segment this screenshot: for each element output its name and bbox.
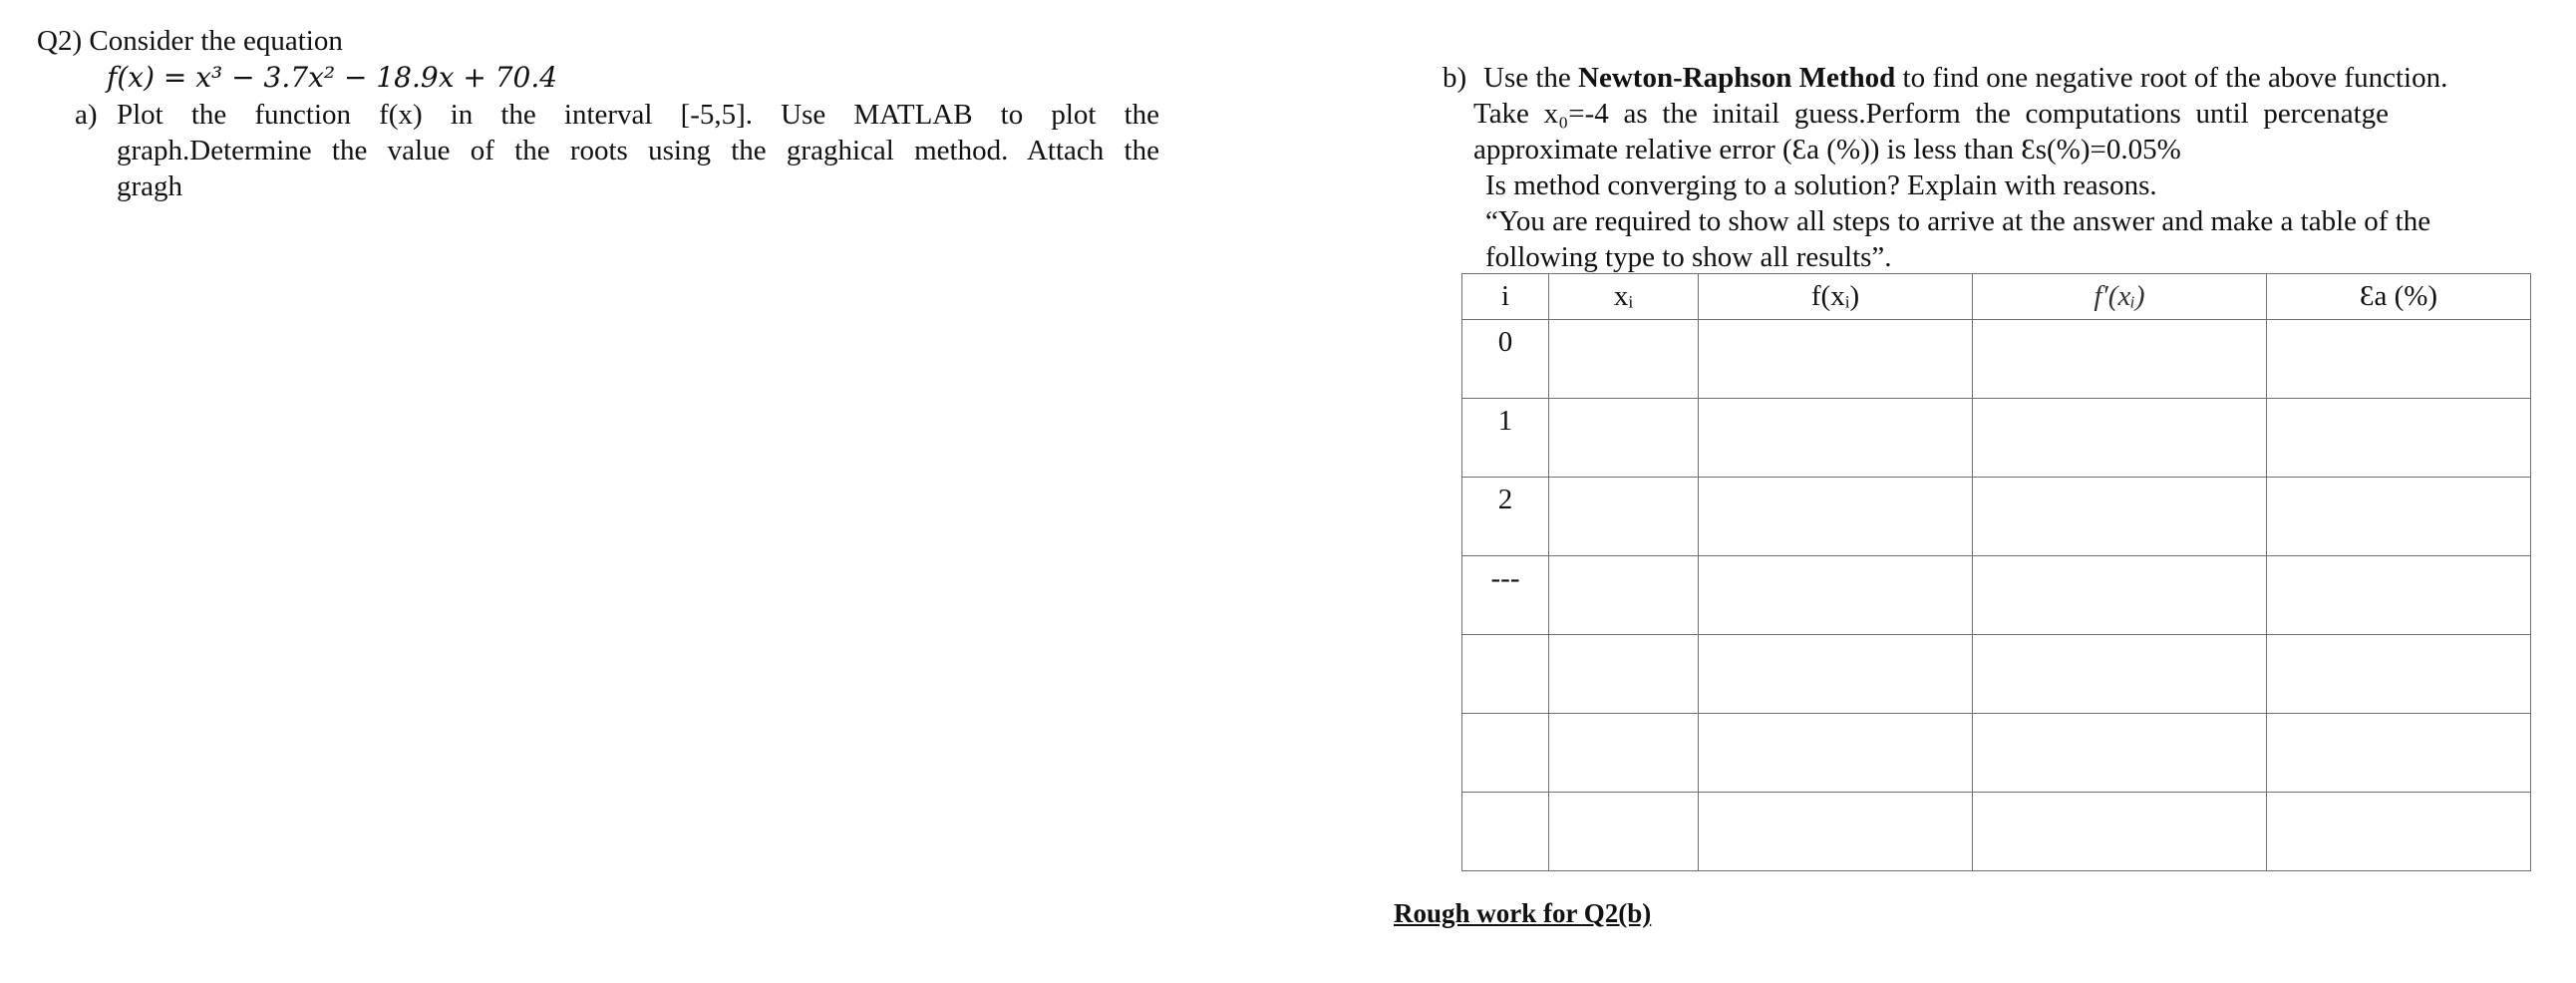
cell-xi bbox=[1549, 635, 1699, 714]
cell-fprime bbox=[1973, 714, 2267, 793]
cell-xi bbox=[1549, 556, 1699, 635]
results-table bbox=[1461, 273, 2531, 871]
cell-fprime bbox=[1973, 556, 2267, 635]
table-row bbox=[1462, 635, 2531, 714]
cell-ea bbox=[2267, 714, 2531, 793]
part-a-line-2: graph.Determine the value of the roots using the graghical method. Attach the bbox=[117, 135, 1159, 166]
part-b-line-5: “You are required to show all steps to arrive at the answer and make a table of the bbox=[1485, 205, 2431, 237]
part-a-line-3: gragh bbox=[117, 170, 183, 202]
header-xi: xᵢ bbox=[1549, 274, 1699, 320]
table-row bbox=[1462, 556, 2531, 635]
cell-fxi bbox=[1699, 714, 1973, 793]
table-row bbox=[1462, 793, 2531, 871]
cell-ea bbox=[2267, 793, 2531, 871]
part-a-line-1: Plot the function f(x) in the interval [-5,5]. Use MATLAB to plot the bbox=[117, 99, 1159, 131]
cell-fprime bbox=[1973, 399, 2267, 478]
row-index bbox=[1462, 635, 1549, 714]
row-index: 2 bbox=[1462, 478, 1549, 556]
part-b-line-6: following type to show all results”. bbox=[1485, 241, 1892, 273]
question-heading: Q2) Consider the equation bbox=[37, 25, 343, 57]
cell-fxi bbox=[1699, 399, 1973, 478]
row-index bbox=[1462, 793, 1549, 871]
table-row bbox=[1462, 320, 2531, 399]
cell-fprime bbox=[1973, 478, 2267, 556]
cell-fprime bbox=[1973, 635, 2267, 714]
part-b-line-4: Is method converging to a solution? Explain with reasons. bbox=[1485, 169, 2157, 201]
cell-fprime bbox=[1973, 793, 2267, 871]
cell-ea bbox=[2267, 399, 2531, 478]
cell-fxi bbox=[1699, 793, 1973, 871]
cell-fxi bbox=[1699, 320, 1973, 399]
row-index: 0 bbox=[1462, 320, 1549, 399]
row-index bbox=[1462, 714, 1549, 793]
cell-ea bbox=[2267, 556, 2531, 635]
table-row bbox=[1462, 399, 2531, 478]
part-b-line-2-wrap bbox=[1473, 96, 2389, 132]
part-b-label: b) bbox=[1443, 62, 1467, 94]
header-fxi: f(xᵢ) bbox=[1699, 274, 1973, 320]
part-b-line-1-pre: Use the bbox=[1483, 62, 1571, 94]
header-i: i bbox=[1462, 274, 1549, 320]
method-name: Newton-Raphson Method bbox=[1578, 62, 1896, 94]
row-index: --- bbox=[1462, 556, 1549, 635]
cell-xi bbox=[1549, 793, 1699, 871]
part-b-line-3: approximate relative error (Ɛa (%)) is less than Ɛs(%)=0.05% bbox=[1473, 134, 2181, 165]
part-b-line-2: Take x₀=-4 as the initail guess.Perform the computations until percenatge bbox=[1473, 98, 2389, 130]
cell-fprime bbox=[1973, 320, 2267, 399]
header-ea: Ɛa (%) bbox=[2267, 274, 2531, 320]
cell-xi bbox=[1549, 714, 1699, 793]
cell-ea bbox=[2267, 478, 2531, 556]
part-a-text bbox=[117, 97, 1159, 204]
cell-ea bbox=[2267, 635, 2531, 714]
cell-fxi bbox=[1699, 556, 1973, 635]
table-row bbox=[1462, 714, 2531, 793]
part-b-line-1 bbox=[1483, 60, 2447, 96]
part-a-label: a) bbox=[75, 99, 98, 131]
table-row bbox=[1462, 478, 2531, 556]
cell-xi bbox=[1549, 399, 1699, 478]
cell-ea bbox=[2267, 320, 2531, 399]
header-fprime-xi: f′(xᵢ) bbox=[1973, 274, 2267, 320]
cell-xi bbox=[1549, 478, 1699, 556]
cell-xi bbox=[1549, 320, 1699, 399]
cell-fxi bbox=[1699, 635, 1973, 714]
table-header-row bbox=[1462, 274, 2531, 320]
row-index: 1 bbox=[1462, 399, 1549, 478]
cell-fxi bbox=[1699, 478, 1973, 556]
rough-work-heading: Rough work for Q2(b) bbox=[1394, 898, 1652, 928]
equation: f(x) = x³ − 3.7x² − 18.9x + 70.4 bbox=[107, 61, 558, 94]
part-b-line-1-post: to find one negative root of the above function. bbox=[1902, 62, 2448, 94]
